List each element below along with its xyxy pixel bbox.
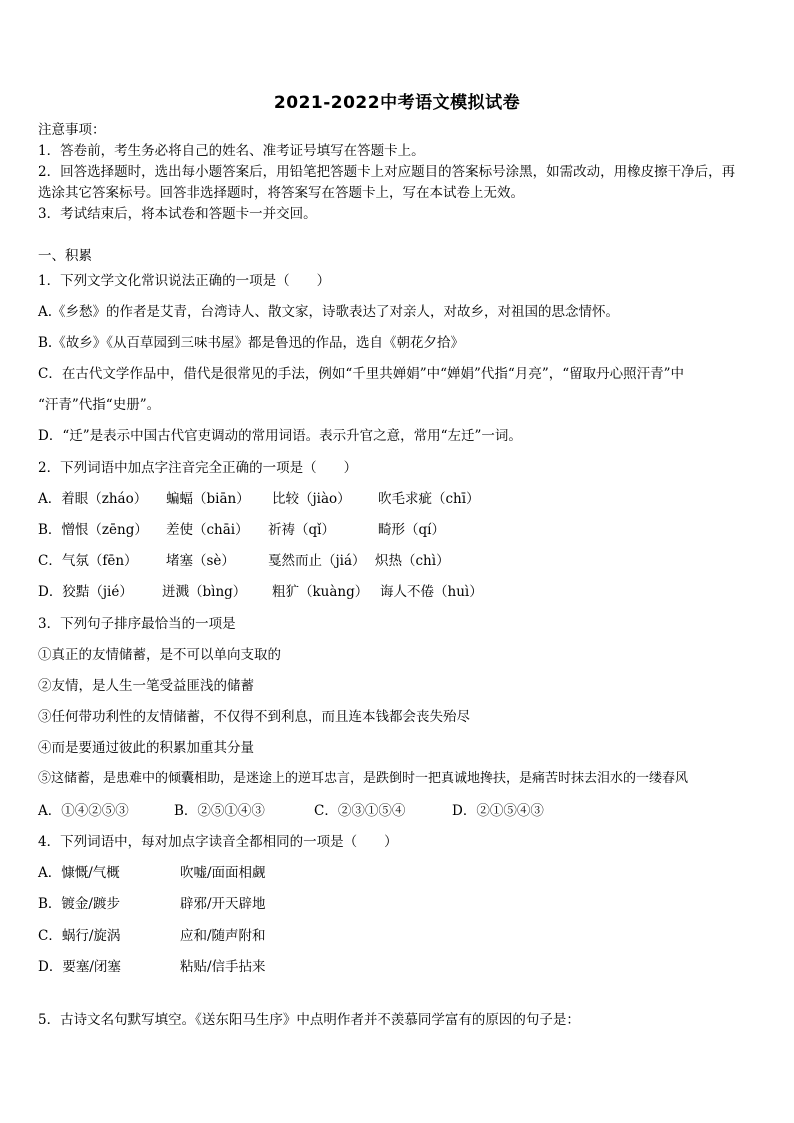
page-title: 2021-2022中考语文模拟试卷: [273, 93, 521, 113]
q1-option-a: A.《乡愁》的作者是艾青，台湾诗人、散文家，诗歌表达了对亲人，对故乡，对祖国的思念情怀。: [38, 304, 620, 320]
q1-option-c: C．在古代文学作品中，借代是很常见的手法，例如“千里共婵娟”中“婵娟”代指“月亮”，“留取丹心照汗青”中: [38, 366, 685, 382]
q1-option-c-cont: “汗青”代指“史册”。: [38, 397, 161, 413]
q2-b-4: 畸形（qí）: [378, 522, 445, 538]
q1-option-b: B.《故乡》《从百草园到三味书屋》都是鲁迅的作品，选自《朝花夕拾》: [38, 335, 464, 351]
q2-c-1: C．气氛（fēn）: [38, 553, 138, 569]
notice-item-2: 2．回答选择题时，选出每小题答案后，用铅笔把答题卡上对应题目的答案标号涂黑，如需改动，用橡皮擦干净后，再: [38, 164, 736, 180]
q4-b-1: B．镀金/踱步: [38, 896, 120, 912]
q2-c-3: 戛然而止（jiá）: [268, 553, 366, 569]
q3-option-c: C．②③①⑤④: [314, 803, 406, 819]
q2-c-4: 炽热（chì）: [375, 553, 450, 569]
q2-b-1: B．憎恨（zēng）: [38, 522, 148, 538]
section-heading-accumulation: 一、积累: [38, 248, 92, 264]
q4-b-2: 辟邪/开天辟地: [180, 896, 266, 912]
q2-d-4: 诲人不倦（huì）: [380, 584, 483, 600]
q2-d-3: 粗犷（kuàng）: [272, 584, 369, 600]
q3-sentence-1: ①真正的友情储蓄，是不可以单向支取的: [38, 647, 281, 663]
q2-b-2: 差使（chāi）: [166, 522, 249, 538]
q4-d-1: D．要塞/闭塞: [38, 959, 121, 975]
notice-item-3: 3．考试结束后，将本试卷和答题卡一并交回。: [38, 206, 317, 222]
q2-a-3: 比较（jiào）: [272, 491, 351, 507]
q4-stem: 4．下列词语中，每对加点字读音全都相同的一项是（ ）: [38, 834, 398, 850]
q2-stem: 2．下列词语中加点字注音完全正确的一项是（ ）: [38, 460, 358, 476]
q2-b-3: 祈祷（qǐ）: [268, 522, 335, 538]
q2-a-4: 吹毛求疵（chī）: [378, 491, 480, 507]
q2-d-1: D．狡黠（jié）: [38, 584, 133, 600]
q3-option-d: D．②①⑤④③: [452, 803, 544, 819]
q3-stem: 3．下列句子排序最恰当的一项是: [38, 616, 236, 632]
q3-sentence-2: ②友情，是人生一笔受益匪浅的储蓄: [38, 678, 254, 694]
q1-stem: 1．下列文学文化常识说法正确的一项是（ ）: [38, 273, 331, 289]
q2-c-2: 堵塞（sè）: [166, 553, 235, 569]
q3-sentence-4: ④而是要通过彼此的积累加重其分量: [38, 740, 254, 756]
q2-a-2: 蝙蝠（biān）: [166, 491, 250, 507]
q3-sentence-3: ③任何带功利性的友情储蓄，不仅得不到利息，而且连本钱都会丧失殆尽: [38, 709, 470, 725]
q2-d-2: 迸溅（bìng）: [162, 584, 247, 600]
q4-c-2: 应和/随声附和: [180, 928, 266, 944]
q5-stem: 5．古诗文名句默写填空。《送东阳马生序》中点明作者并不羡慕同学富有的原因的句子是：: [38, 1012, 580, 1028]
q3-option-a: A．①④②⑤③: [38, 803, 129, 819]
q2-a-1: A．着眼（zháo）: [38, 491, 148, 507]
q4-c-1: C．蜗行/旋涡: [38, 928, 121, 944]
q4-a-2: 吹嘘/面面相觑: [180, 865, 266, 881]
q4-a-1: A．慷慨/气概: [38, 865, 120, 881]
q3-option-b: B．②⑤①④③: [174, 803, 265, 819]
notice-heading: 注意事项：: [38, 122, 106, 138]
notice-item-2-cont: 选涂其它答案标号。回答非选择题时，将答案写在答题卡上，写在本试卷上无效。: [38, 185, 524, 201]
q1-option-d: D．“迁”是表示中国古代官吏调动的常用词语。表示升官之意，常用“左迁”一词。: [38, 428, 522, 444]
notice-item-1: 1．答卷前，考生务必将自己的姓名、准考证号填写在答题卡上。: [38, 143, 425, 159]
q3-sentence-5: ⑤这储蓄，是患难中的倾囊相助，是迷途上的逆耳忠言，是跌倒时一把真诚地搀扶，是痛苦时抹去泪水的一缕春风: [38, 771, 689, 786]
q4-d-2: 粘贴/信手拈来: [180, 959, 266, 975]
